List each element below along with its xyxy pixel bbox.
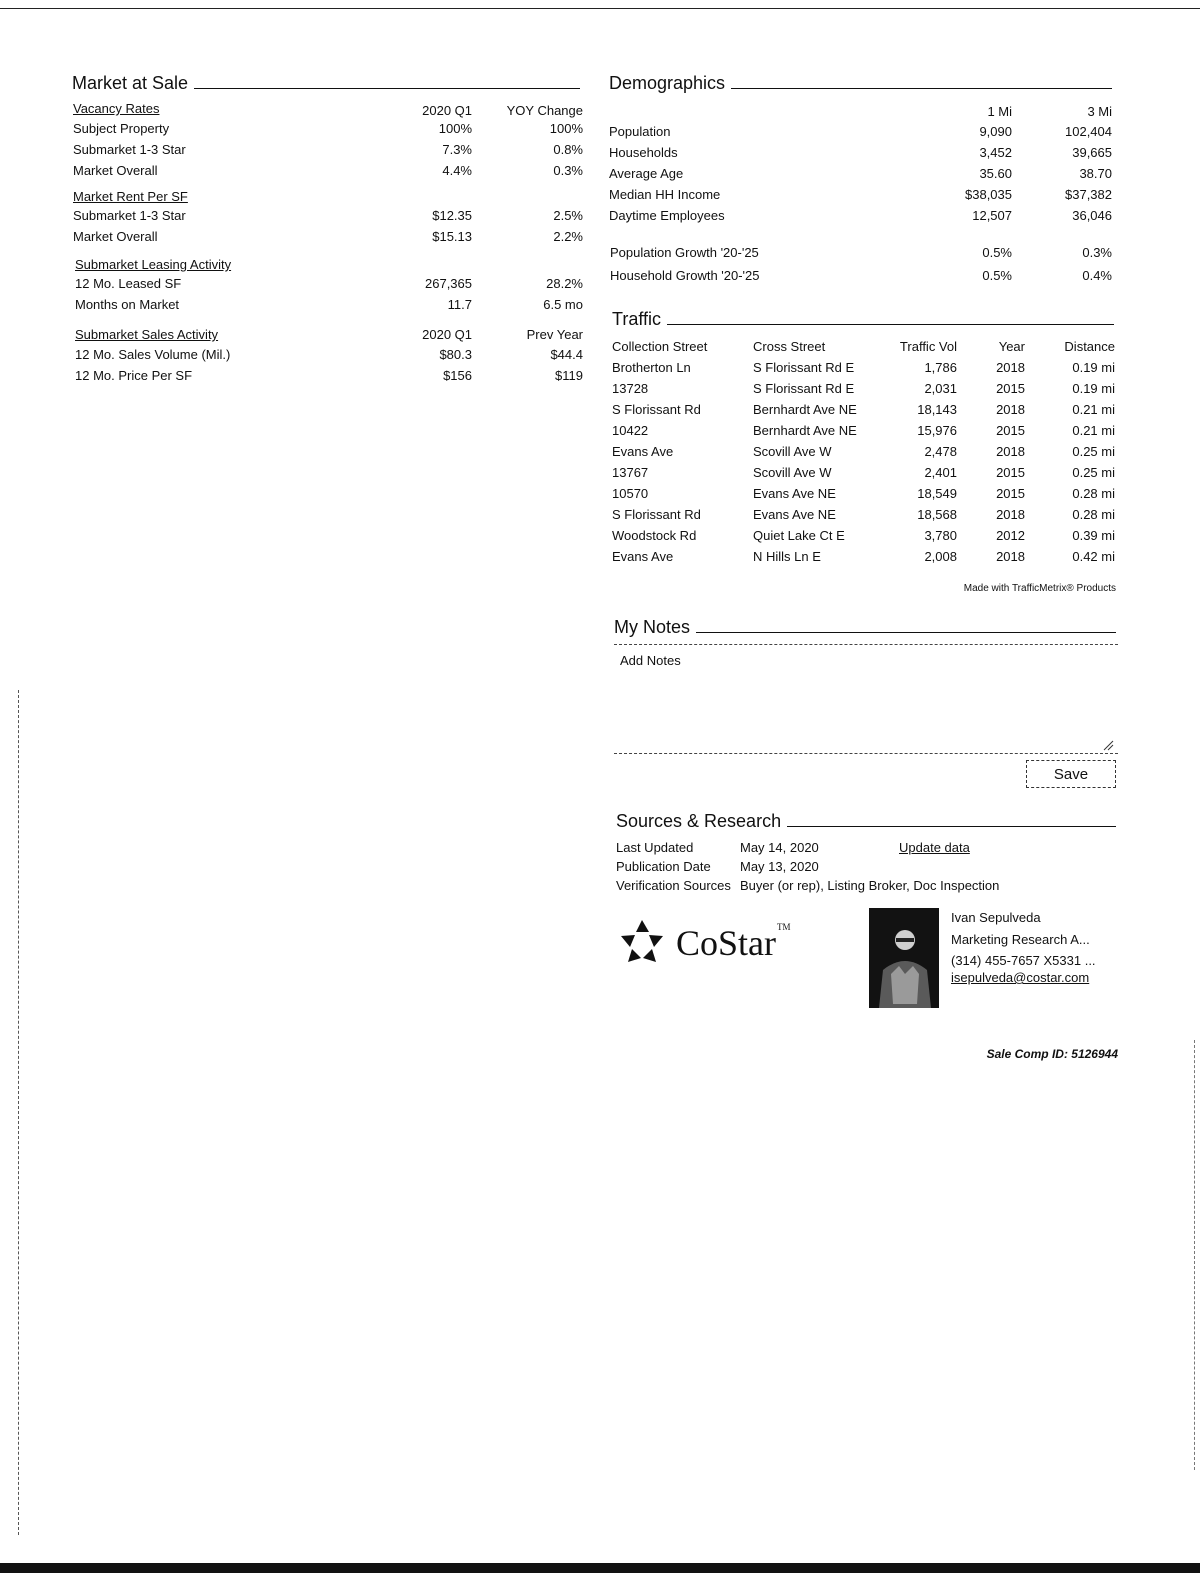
resize-handle-icon[interactable] [1102,739,1114,751]
row-v1: 7.3% [442,142,472,157]
row-v2: 39,665 [1072,145,1112,160]
table-row [73,139,583,160]
table-row [609,142,1112,163]
cell-collection-street: Brotherton Ln [612,360,691,375]
row-v2: 0.8% [553,142,583,157]
sales-table [75,344,583,386]
row-v2: 6.5 mo [543,297,583,312]
cell-cross-street: S Florissant Rd E [753,381,855,396]
cell-year: 2015 [996,465,1025,480]
cell-collection-street: Woodstock Rd [612,528,697,543]
table-row [612,525,1115,546]
scan-right-edge [1194,1040,1196,1470]
market-title-text: Market at Sale [72,73,189,93]
row-v2: 28.2% [546,276,583,291]
cell-year: 2015 [996,486,1025,501]
notes-placeholder: Add Notes [620,653,681,668]
demographics-col1: 1 Mi [987,104,1012,119]
table-row [612,441,1115,462]
demographics-section-title [609,74,1112,92]
table-row [612,504,1115,525]
title-rule [667,324,1114,325]
vacancy-table [73,118,583,181]
cell-year: 2018 [996,549,1025,564]
traffic-section-title [612,310,1114,328]
cell-collection-street: 13767 [612,465,649,480]
cell-collection-street: S Florissant Rd [612,402,701,417]
row-v1: $156 [443,368,472,383]
cell-year: 2018 [996,507,1025,522]
row-v1: 11.7 [447,297,472,312]
row-v1: 12,507 [972,208,1012,223]
contact-phone: (314) 455-7657 X5331 ... [951,953,1096,968]
cell-cross-street: Bernhardt Ave NE [753,402,857,417]
cell-traffic-vol: 2,008 [924,549,957,564]
row-name: Household Growth '20-'25 [610,268,760,283]
costar-wordmark-text: CoStar [676,923,777,963]
table-row [610,264,1112,287]
last-updated-value: May 14, 2020 [740,840,819,855]
trademark-mark: TM [777,922,791,932]
cell-traffic-vol: 18,549 [917,486,957,501]
title-rule [696,632,1116,633]
cell-traffic-vol: 18,143 [917,402,957,417]
cell-collection-street: 10570 [612,486,649,501]
row-v1: 0.5% [982,268,1012,283]
title-rule [731,88,1112,89]
cell-collection-street: 13728 [612,381,649,396]
cell-distance: 0.39 mi [1072,528,1115,543]
demographics-title-text: Demographics [609,73,726,93]
sales-label: Submarket Sales Activity [75,327,219,342]
traffic-table [612,336,1115,567]
contact-email-link[interactable]: isepulveda@costar.com [951,970,1090,985]
cell-cross-street: Bernhardt Ave NE [753,423,857,438]
table-row [73,205,583,226]
table-row [612,483,1115,504]
table-row [612,357,1115,378]
cell-year: 2018 [996,360,1025,375]
row-name: Average Age [609,166,684,181]
header-year: Year [998,339,1025,354]
last-updated-label: Last Updated [616,840,694,855]
cell-distance: 0.21 mi [1072,402,1115,417]
cell-collection-street: 10422 [612,423,649,438]
cell-traffic-vol: 2,031 [924,381,957,396]
table-row [609,163,1112,184]
leasing-label: Submarket Leasing Activity [75,257,232,272]
cell-distance: 0.28 mi [1072,507,1115,522]
rent-label: Market Rent Per SF [73,189,188,204]
sales-col2: Prev Year [526,327,583,342]
cell-distance: 0.42 mi [1072,549,1115,564]
row-v2: 102,404 [1065,124,1112,139]
costar-logo [616,916,806,970]
cell-traffic-vol: 2,401 [924,465,957,480]
row-v1: $38,035 [965,187,1012,202]
title-rule [194,88,580,89]
cell-traffic-vol: 18,568 [917,507,957,522]
contact-title: Marketing Research A... [951,932,1090,947]
cell-distance: 0.19 mi [1072,360,1115,375]
cell-traffic-vol: 15,976 [917,423,957,438]
sources-title-text: Sources & Research [616,811,782,831]
cell-cross-street: Evans Ave NE [753,486,836,501]
row-v2: 0.3% [553,163,583,178]
row-v1: 0.5% [982,245,1012,260]
cell-distance: 0.28 mi [1072,486,1115,501]
row-v2: 2.2% [553,229,583,244]
scan-top-edge [0,0,1200,9]
sources-section-title [616,812,1116,830]
cell-distance: 0.25 mi [1072,444,1115,459]
table-row [612,399,1115,420]
cell-cross-street: N Hills Ln E [753,549,821,564]
row-v1: 267,365 [425,276,472,291]
row-v1: 9,090 [979,124,1012,139]
demographics-table [609,121,1112,226]
cell-distance: 0.21 mi [1072,423,1115,438]
table-row [73,226,583,247]
row-name: Subject Property [73,121,170,136]
row-name: Market Overall [73,229,158,244]
table-row [609,184,1112,205]
vacancy-label: Vacancy Rates [73,101,160,116]
title-rule [787,826,1116,827]
cell-collection-street: Evans Ave [612,444,674,459]
cell-traffic-vol: 1,786 [924,360,957,375]
header-collection-street: Collection Street [612,339,708,354]
save-button[interactable]: Save [1026,760,1116,788]
traffic-rows [612,357,1115,567]
cell-distance: 0.19 mi [1072,381,1115,396]
cell-cross-street: Scovill Ave W [753,465,832,480]
cell-traffic-vol: 3,780 [924,528,957,543]
cell-collection-street: Evans Ave [612,549,674,564]
row-name: Households [609,145,678,160]
row-name: Submarket 1-3 Star [73,208,186,223]
row-name: Daytime Employees [609,208,725,223]
row-v1: 4.4% [442,163,472,178]
row-name: Months on Market [75,297,180,312]
table-row [75,365,583,386]
row-v2: $119 [555,368,583,383]
cell-year: 2018 [996,444,1025,459]
row-v2: $37,382 [1065,187,1112,202]
costar-star-icon [616,917,668,969]
row-name: Market Overall [73,163,158,178]
vacancy-col1: 2020 Q1 [422,103,472,118]
row-name: Population [609,124,671,139]
row-v2: 36,046 [1072,208,1112,223]
verification-value: Buyer (or rep), Listing Broker, Doc Inspection [740,878,1000,893]
market-section-title [72,74,580,92]
table-row [612,462,1115,483]
vacancy-col2: YOY Change [506,103,583,118]
row-v1: $80.3 [439,347,472,362]
growth-table [610,241,1112,287]
row-v1: 35.60 [979,166,1012,181]
cell-cross-street: Evans Ave NE [753,507,836,522]
table-row [73,160,583,181]
traffic-credit: Made with TrafficMetrix® Products [963,583,1116,594]
table-header-row [612,336,1115,357]
sales-col1: 2020 Q1 [422,327,472,342]
cell-collection-street: S Florissant Rd [612,507,701,522]
cell-cross-street: Quiet Lake Ct E [753,528,845,543]
header-cross-street: Cross Street [753,339,826,354]
row-name: Population Growth '20-'25 [610,245,759,260]
publication-date-label: Publication Date [616,859,711,874]
header-traffic-vol: Traffic Vol [899,339,957,354]
update-data-link[interactable]: Update data [899,840,970,855]
table-row [612,546,1115,567]
row-name: Median HH Income [609,187,721,202]
cell-year: 2012 [996,528,1025,543]
row-name: 12 Mo. Leased SF [75,276,182,291]
row-v2: 0.3% [1082,245,1112,260]
row-name: 12 Mo. Sales Volume (Mil.) [75,347,231,362]
table-row [75,344,583,365]
notes-section-title [614,618,1116,636]
table-row [609,205,1112,226]
contact-name: Ivan Sepulveda [951,910,1041,925]
row-v1: $12.35 [432,208,472,223]
cell-cross-street: Scovill Ave W [753,444,832,459]
leasing-table [75,273,583,315]
scan-bottom-edge [0,1563,1200,1573]
costar-wordmark [676,922,791,964]
row-v1: 100% [438,121,472,136]
row-name: Submarket 1-3 Star [73,142,186,157]
cell-year: 2018 [996,402,1025,417]
demographics-col2: 3 Mi [1087,104,1112,119]
traffic-title-text: Traffic [612,309,662,329]
scan-left-edge [18,690,20,1535]
cell-cross-street: S Florissant Rd E [753,360,855,375]
cell-year: 2015 [996,423,1025,438]
row-name: 12 Mo. Price Per SF [75,368,193,383]
row-v2: 38.70 [1079,166,1112,181]
row-v2: 0.4% [1082,268,1112,283]
cell-distance: 0.25 mi [1072,465,1115,480]
row-v1: 3,452 [979,145,1012,160]
table-row [612,420,1115,441]
table-row [609,121,1112,142]
notes-title-text: My Notes [614,617,691,637]
notes-textarea[interactable] [614,644,1118,754]
row-v2: $44.4 [550,347,583,362]
avatar [869,908,939,1008]
publication-date-value: May 13, 2020 [740,859,819,874]
table-row [75,294,583,315]
table-row [75,273,583,294]
table-row [610,241,1112,264]
table-row [73,118,583,139]
person-photo-icon [869,908,939,1008]
header-distance: Distance [1064,339,1115,354]
table-row [612,378,1115,399]
cell-traffic-vol: 2,478 [924,444,957,459]
verification-label: Verification Sources [616,878,731,893]
rent-table [73,205,583,247]
sale-comp-id: Sale Comp ID: 5126944 [986,1047,1118,1061]
cell-year: 2015 [996,381,1025,396]
row-v1: $15.13 [432,229,472,244]
row-v2: 2.5% [553,208,583,223]
row-v2: 100% [549,121,583,136]
